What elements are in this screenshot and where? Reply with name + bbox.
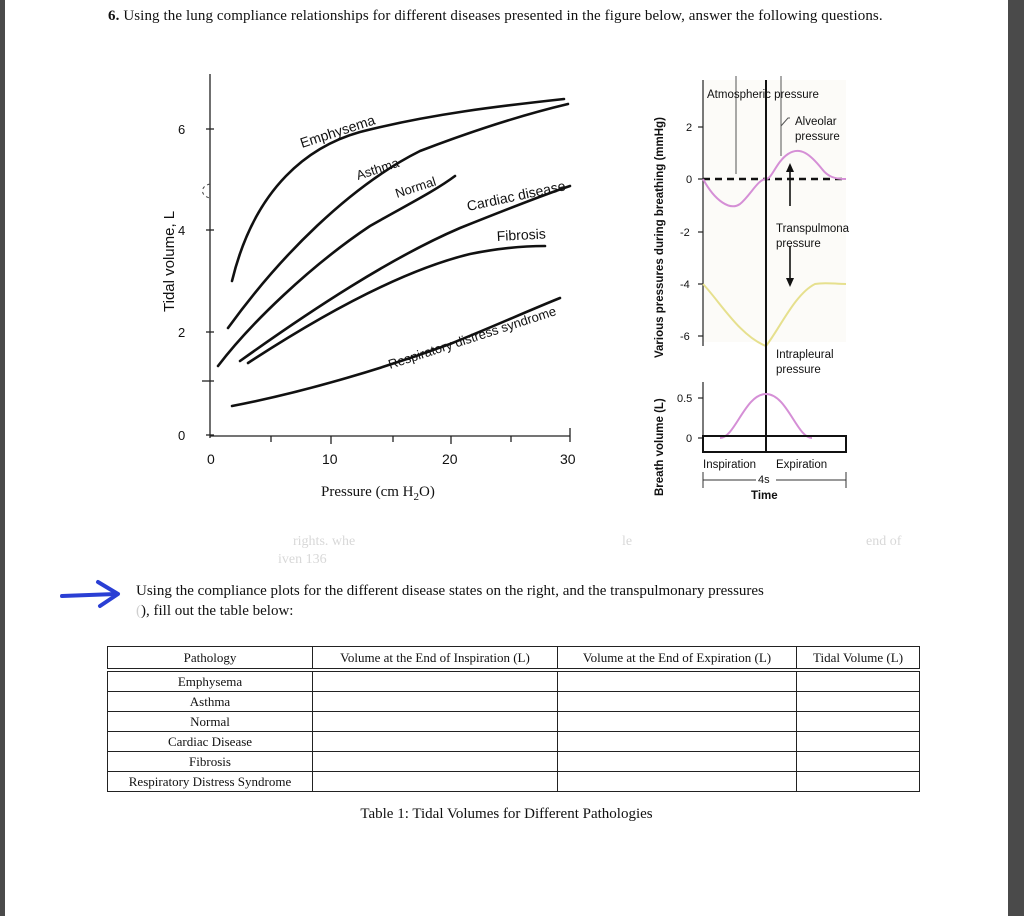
instruction-paren-open: ( (136, 603, 141, 619)
v-tick-0: 0 (686, 433, 693, 445)
duration-label: 4s (758, 474, 770, 486)
tidal-input-cell[interactable] (797, 732, 920, 752)
instruction-text (136, 581, 926, 621)
tidal-input-cell[interactable] (797, 672, 920, 692)
table-row (108, 672, 920, 692)
instruction-line-1: Using the compliance plots for the different disease states on the right, and the transpulmonary pressures (136, 583, 764, 599)
tidal-input-cell[interactable] (797, 712, 920, 732)
p-tick-m2: -2 (680, 227, 690, 239)
v-tick-05: 0.5 (677, 393, 693, 405)
question-number: 6. (108, 8, 120, 24)
pathology-cell: Fibrosis (108, 752, 313, 772)
intrapleural-label-2: pressure (776, 364, 821, 376)
p-tick-2: 2 (686, 122, 693, 134)
volume-axis-label: Breath volume (L) (654, 398, 666, 496)
label-asthma: Asthma (354, 154, 401, 183)
pathology-cell: Respiratory Distress Syndrome (108, 772, 313, 792)
atmospheric-label: Atmospheric pressure (707, 89, 819, 101)
expiration-input-cell[interactable] (558, 672, 797, 692)
y-axis-label: Tidal volume, L (161, 210, 178, 312)
y-tick-4: 4 (178, 223, 186, 238)
time-label: Time (751, 490, 778, 502)
inspiration-input-cell[interactable] (313, 692, 558, 712)
header-tidal: Tidal Volume (L) (797, 647, 920, 669)
instruction-line-2: ), fill out the table below: (141, 603, 294, 619)
inspiration-input-cell[interactable] (313, 712, 558, 732)
faded-text-c: le (622, 534, 633, 549)
expiration-input-cell[interactable] (558, 752, 797, 772)
rds-curve (232, 298, 560, 406)
expiration-label: Expiration (776, 459, 828, 471)
p-tick-m4: -4 (680, 279, 690, 291)
cardiac-curve (240, 186, 570, 361)
expiration-input-cell[interactable] (558, 772, 797, 792)
label-fibrosis: Fibrosis (496, 225, 547, 244)
x-tick-30: 30 (560, 451, 576, 467)
faded-text-d: end of (866, 534, 902, 549)
left-margin-bar (0, 0, 5, 916)
transpul-label-1: Transpulmona (776, 223, 850, 235)
x-tick-0: 0 (207, 451, 215, 467)
table-row (108, 692, 920, 712)
p-tick-m6: -6 (680, 331, 690, 343)
table-row (108, 732, 920, 752)
expiration-input-cell[interactable] (558, 712, 797, 732)
y-tick-6: 6 (178, 122, 186, 137)
header-expiration: Volume at the End of Expiration (L) (558, 647, 797, 669)
table-row (108, 752, 920, 772)
inspiration-input-cell[interactable] (313, 672, 558, 692)
header-pathology: Pathology (108, 647, 313, 669)
inspiration-label: Inspiration (703, 459, 757, 471)
right-scrollbar-track[interactable] (1008, 0, 1024, 916)
alveolar-label-2: pressure (795, 131, 840, 143)
dashed-bracket (203, 184, 211, 198)
label-emphysema: Emphysema (297, 111, 377, 151)
p-tick-0: 0 (686, 174, 693, 186)
inspiration-input-cell[interactable] (313, 772, 558, 792)
question-text (108, 6, 908, 26)
pathology-cell: Cardiac Disease (108, 732, 313, 752)
tidal-volume-table (107, 646, 920, 792)
pathology-cell: Asthma (108, 692, 313, 712)
faded-text-b: iven 136 (278, 552, 327, 567)
tidal-input-cell[interactable] (797, 692, 920, 712)
inspiration-input-cell[interactable] (313, 752, 558, 772)
expiration-input-cell[interactable] (558, 692, 797, 712)
y-tick-0: 0 (178, 428, 186, 443)
label-cardiac: Cardiac disease (465, 177, 567, 214)
header-inspiration: Volume at the End of Inspiration (L) (313, 647, 558, 669)
question-body: Using the lung compliance relationships for different diseases presented in the figure below, answer the following questions. (123, 8, 883, 24)
label-rds: Respiratory distress syndrome (386, 303, 558, 372)
inspiration-input-cell[interactable] (313, 732, 558, 752)
pathology-cell: Normal (108, 712, 313, 732)
alveolar-label-1: Alveolar (795, 116, 837, 128)
y-tick-2: 2 (178, 325, 186, 340)
table-header-row (108, 647, 920, 669)
table-row (108, 712, 920, 732)
x-axis-label: Pressure (cm $H_2O$) (321, 484, 435, 503)
pathology-cell: Emphysema (108, 672, 313, 692)
label-normal: Normal (393, 173, 438, 201)
expiration-input-cell[interactable] (558, 732, 797, 752)
x-tick-20: 20 (442, 451, 458, 467)
intrapleural-label-1: Intrapleural (776, 349, 834, 361)
fibrosis-curve (248, 246, 545, 363)
breathing-pressure-chart (650, 66, 870, 506)
asthma-curve (228, 104, 568, 328)
faded-text-a: rights. whe (293, 534, 356, 549)
tidal-input-cell[interactable] (797, 772, 920, 792)
tidal-input-cell[interactable] (797, 752, 920, 772)
volume-baseline-box (703, 436, 846, 452)
axes (202, 74, 570, 444)
transpul-label-2: pressure (776, 238, 821, 250)
annotation-arrow (58, 576, 128, 616)
compliance-chart (150, 66, 630, 506)
pressure-axis-label: Various pressures during breathing (mmHg) (654, 117, 666, 358)
table-row (108, 772, 920, 792)
x-tick-10: 10 (322, 451, 338, 467)
table-caption: Table 1: Tidal Volumes for Different Pathologies (360, 806, 653, 822)
